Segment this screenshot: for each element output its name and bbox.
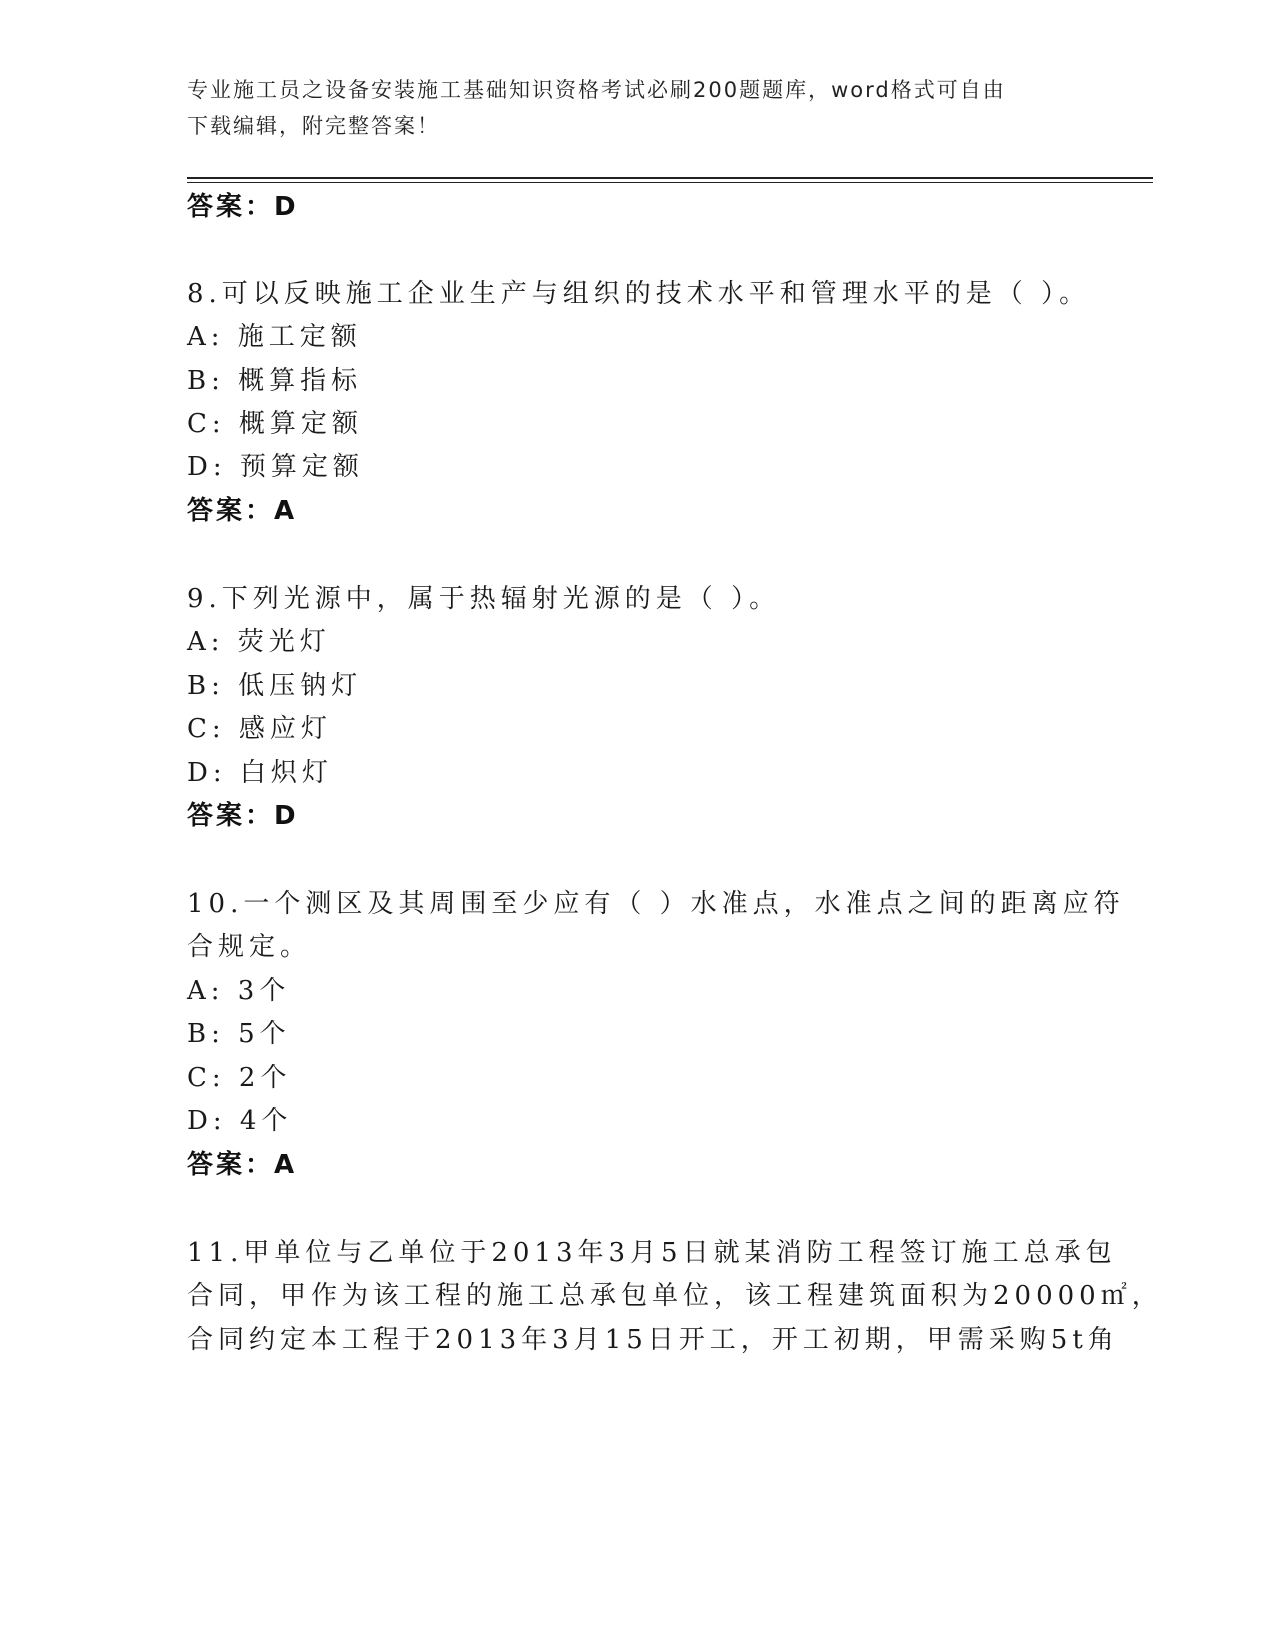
previous-answer: 答案：D	[187, 192, 299, 222]
question-9-option-c: C: 感应灯	[187, 714, 332, 744]
question-8-option-d: D: 预算定额	[187, 452, 364, 482]
question-8-option-a: A: 施工定额	[187, 322, 362, 352]
question-11-text-line-3: 合同约定本工程于2013年3月15日开工，开工初期，甲需采购5t角	[187, 1325, 1119, 1355]
question-9-option-d: D: 白炽灯	[187, 758, 333, 788]
header-line-2: 下载编辑，附完整答案！	[187, 114, 440, 138]
question-8-option-c: C: 概算定额	[187, 409, 363, 439]
question-10-option-c: C: 2个	[187, 1063, 292, 1093]
header-divider-thin	[187, 182, 1153, 183]
header-line-1: 专业施工员之设备安装施工基础知识资格考试必刷200题题库，word格式可自由	[187, 78, 1006, 102]
question-9-text: 9.下列光源中，属于热辐射光源的是（ ）。	[187, 584, 781, 614]
question-10-option-a: A: 3个	[187, 976, 291, 1006]
document-header	[187, 72, 1067, 144]
question-10-option-d: D: 4个	[187, 1106, 293, 1136]
question-10-text-line-2: 合规定。	[187, 932, 312, 962]
question-11-text-line-1: 11.甲单位与乙单位于2013年3月5日就某消防工程签订施工总承包	[187, 1238, 1117, 1268]
question-8-option-b: B: 概算指标	[187, 366, 363, 396]
question-8-answer: 答案：A	[187, 496, 298, 526]
question-10-text-line-1: 10.一个测区及其周围至少应有（ ）水准点，水准点之间的距离应符	[187, 889, 1125, 919]
question-10-answer: 答案：A	[187, 1150, 298, 1180]
question-10-option-b: B: 5个	[187, 1019, 291, 1049]
question-8-text: 8.可以反映施工企业生产与组织的技术水平和管理水平的是（ ）。	[187, 279, 1091, 309]
question-9-option-b: B: 低压钠灯	[187, 671, 363, 701]
question-9-option-a: A: 荧光灯	[187, 627, 331, 657]
header-divider-thick	[187, 177, 1153, 179]
question-9-answer: 答案：D	[187, 801, 299, 831]
question-11-text-line-2: 合同，甲作为该工程的施工总承包单位，该工程建筑面积为20000㎡，	[187, 1281, 1163, 1311]
